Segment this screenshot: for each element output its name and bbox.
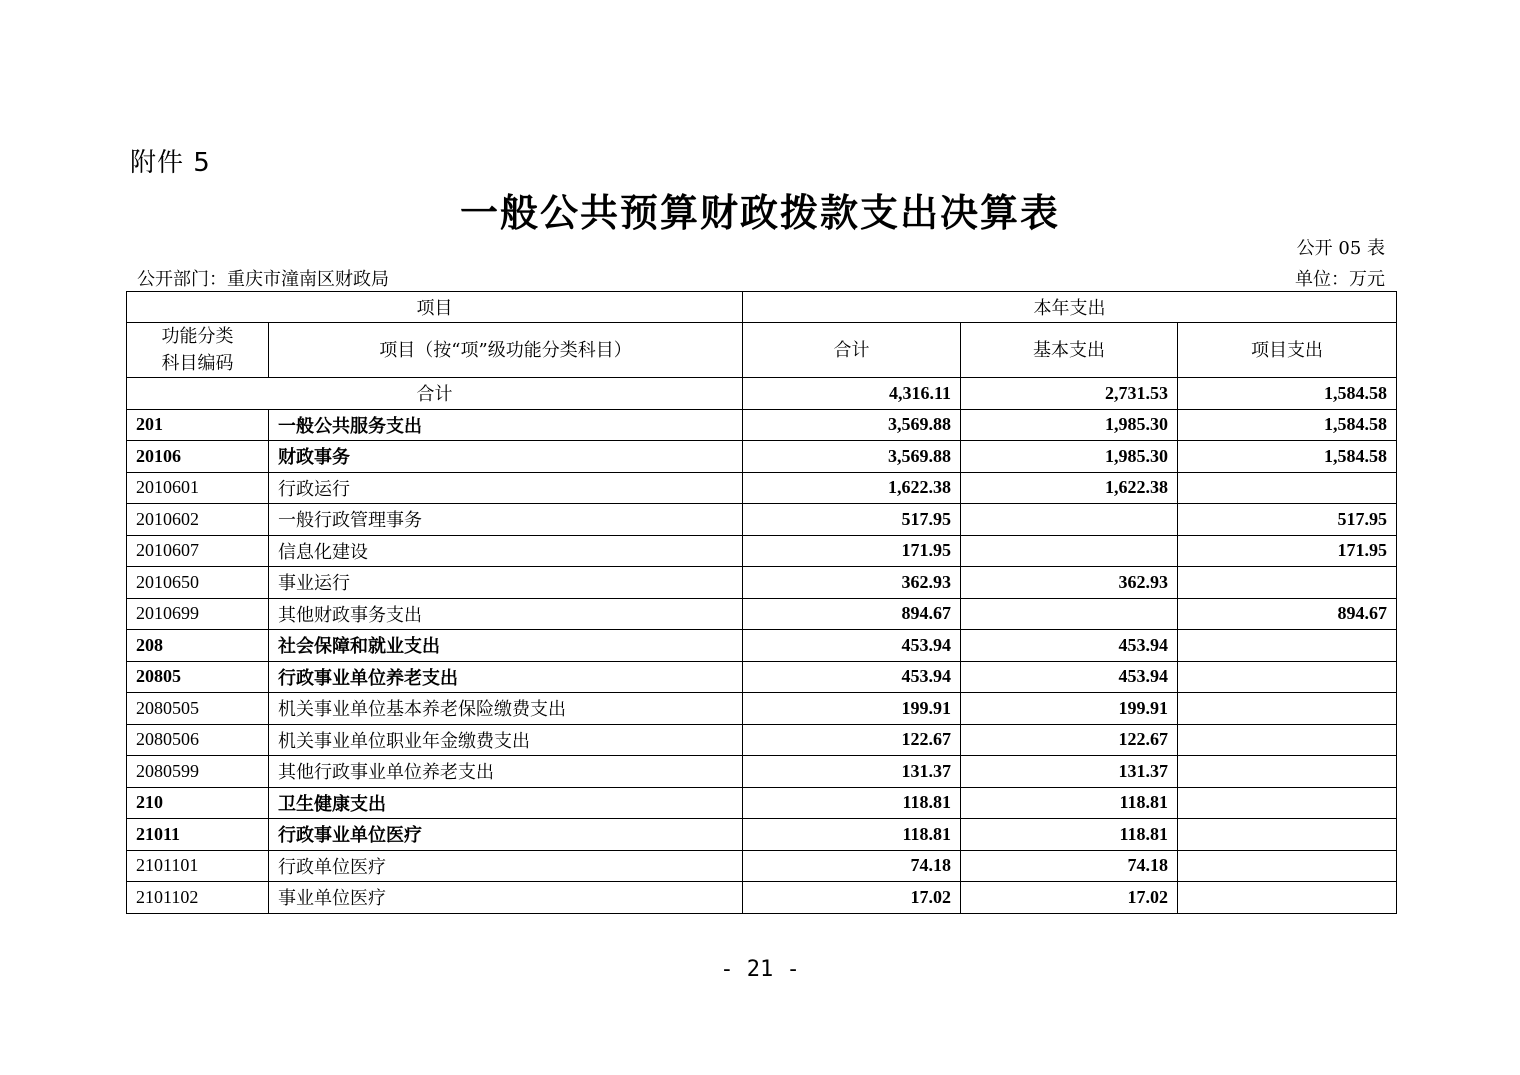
name-cell: 机关事业单位职业年金缴费支出 — [269, 724, 743, 756]
project-cell: 894.67 — [1178, 598, 1397, 630]
total-row — [127, 378, 1397, 410]
basic-cell: 118.81 — [961, 787, 1178, 819]
table-row — [127, 472, 1397, 504]
project-cell — [1178, 630, 1397, 662]
total-column-header: 合计 — [743, 323, 961, 378]
project-cell — [1178, 819, 1397, 851]
total-cell: 118.81 — [743, 819, 961, 851]
unit-label: 单位：万元 — [1295, 269, 1385, 290]
total-cell: 74.18 — [743, 850, 961, 882]
project-column-header: 项目支出 — [1178, 323, 1397, 378]
name-column-header: 项目（按“项”级功能分类科目） — [269, 323, 743, 378]
basic-cell: 1,622.38 — [961, 472, 1178, 504]
project-cell — [1178, 882, 1397, 914]
code-cell: 2010650 — [127, 567, 269, 599]
project-cell — [1178, 661, 1397, 693]
table-row — [127, 724, 1397, 756]
table-row — [127, 535, 1397, 567]
total-cell: 453.94 — [743, 661, 961, 693]
table-row — [127, 630, 1397, 662]
basic-cell — [961, 504, 1178, 536]
name-cell: 事业单位医疗 — [269, 882, 743, 914]
column-header-row — [127, 323, 1397, 378]
name-cell: 一般行政管理事务 — [269, 504, 743, 536]
department-label: 公开部门：重庆市潼南区财政局 — [137, 269, 389, 290]
total-cell: 3,569.88 — [743, 441, 961, 473]
table-row — [127, 882, 1397, 914]
total-cell: 17.02 — [743, 882, 961, 914]
basic-cell — [961, 598, 1178, 630]
table-row — [127, 409, 1397, 441]
table-row — [127, 787, 1397, 819]
name-cell: 行政运行 — [269, 472, 743, 504]
table-row — [127, 819, 1397, 851]
project-cell — [1178, 850, 1397, 882]
project-cell — [1178, 472, 1397, 504]
basic-cell: 17.02 — [961, 882, 1178, 914]
code-cell: 2080506 — [127, 724, 269, 756]
code-cell: 210 — [127, 787, 269, 819]
project-cell — [1178, 787, 1397, 819]
basic-cell: 118.81 — [961, 819, 1178, 851]
total-cell: 122.67 — [743, 724, 961, 756]
name-cell: 其他财政事务支出 — [269, 598, 743, 630]
code-cell: 20106 — [127, 441, 269, 473]
total-row-project: 1,584.58 — [1178, 378, 1397, 410]
total-cell: 199.91 — [743, 693, 961, 725]
total-cell: 171.95 — [743, 535, 961, 567]
name-cell: 一般公共服务支出 — [269, 409, 743, 441]
table-row — [127, 567, 1397, 599]
basic-cell: 122.67 — [961, 724, 1178, 756]
table-row — [127, 504, 1397, 536]
total-cell: 1,622.38 — [743, 472, 961, 504]
table-row — [127, 441, 1397, 473]
project-cell: 1,584.58 — [1178, 409, 1397, 441]
code-cell: 208 — [127, 630, 269, 662]
name-cell: 行政事业单位医疗 — [269, 819, 743, 851]
basic-cell: 199.91 — [961, 693, 1178, 725]
project-cell: 517.95 — [1178, 504, 1397, 536]
name-cell: 其他行政事业单位养老支出 — [269, 756, 743, 788]
code-cell: 21011 — [127, 819, 269, 851]
page-number: - 21 - — [720, 957, 800, 982]
basic-cell: 453.94 — [961, 630, 1178, 662]
name-cell: 财政事务 — [269, 441, 743, 473]
name-cell: 机关事业单位基本养老保险缴费支出 — [269, 693, 743, 725]
basic-cell: 1,985.30 — [961, 441, 1178, 473]
code-cell: 2101101 — [127, 850, 269, 882]
total-row-label: 合计 — [127, 378, 743, 410]
code-cell: 2010601 — [127, 472, 269, 504]
code-cell: 201 — [127, 409, 269, 441]
basic-cell: 453.94 — [961, 661, 1178, 693]
table-row — [127, 693, 1397, 725]
basic-cell: 362.93 — [961, 567, 1178, 599]
total-row-total: 4,316.11 — [743, 378, 961, 410]
project-cell: 1,584.58 — [1178, 441, 1397, 473]
budget-table — [126, 291, 1397, 914]
project-cell — [1178, 756, 1397, 788]
code-cell: 2010699 — [127, 598, 269, 630]
name-cell: 社会保障和就业支出 — [269, 630, 743, 662]
basic-cell: 74.18 — [961, 850, 1178, 882]
item-group-header: 项目 — [127, 292, 743, 323]
attachment-label: 附件 5 — [130, 148, 211, 178]
table-number: 公开 05 表 — [1296, 238, 1385, 259]
code-cell: 2010607 — [127, 535, 269, 567]
current-year-group-header: 本年支出 — [743, 292, 1397, 323]
table-row — [127, 756, 1397, 788]
total-cell: 894.67 — [743, 598, 961, 630]
code-cell: 2101102 — [127, 882, 269, 914]
total-cell: 3,569.88 — [743, 409, 961, 441]
table-row — [127, 850, 1397, 882]
name-cell: 行政事业单位养老支出 — [269, 661, 743, 693]
code-cell: 2010602 — [127, 504, 269, 536]
name-cell: 事业运行 — [269, 567, 743, 599]
basic-cell: 131.37 — [961, 756, 1178, 788]
group-header-row — [127, 292, 1397, 323]
name-cell: 信息化建设 — [269, 535, 743, 567]
table-row — [127, 598, 1397, 630]
total-cell: 118.81 — [743, 787, 961, 819]
total-row-basic: 2,731.53 — [961, 378, 1178, 410]
code-cell: 20805 — [127, 661, 269, 693]
total-cell: 453.94 — [743, 630, 961, 662]
name-cell: 行政单位医疗 — [269, 850, 743, 882]
basic-column-header: 基本支出 — [961, 323, 1178, 378]
total-cell: 362.93 — [743, 567, 961, 599]
basic-cell: 1,985.30 — [961, 409, 1178, 441]
project-cell — [1178, 693, 1397, 725]
project-cell: 171.95 — [1178, 535, 1397, 567]
code-column-header: 功能分类 科目编码 — [127, 323, 269, 378]
document-title: 一般公共预算财政拨款支出决算表 — [459, 190, 1060, 235]
project-cell — [1178, 567, 1397, 599]
project-cell — [1178, 724, 1397, 756]
total-cell: 131.37 — [743, 756, 961, 788]
code-cell: 2080599 — [127, 756, 269, 788]
basic-cell — [961, 535, 1178, 567]
code-cell: 2080505 — [127, 693, 269, 725]
total-cell: 517.95 — [743, 504, 961, 536]
name-cell: 卫生健康支出 — [269, 787, 743, 819]
table-row — [127, 661, 1397, 693]
